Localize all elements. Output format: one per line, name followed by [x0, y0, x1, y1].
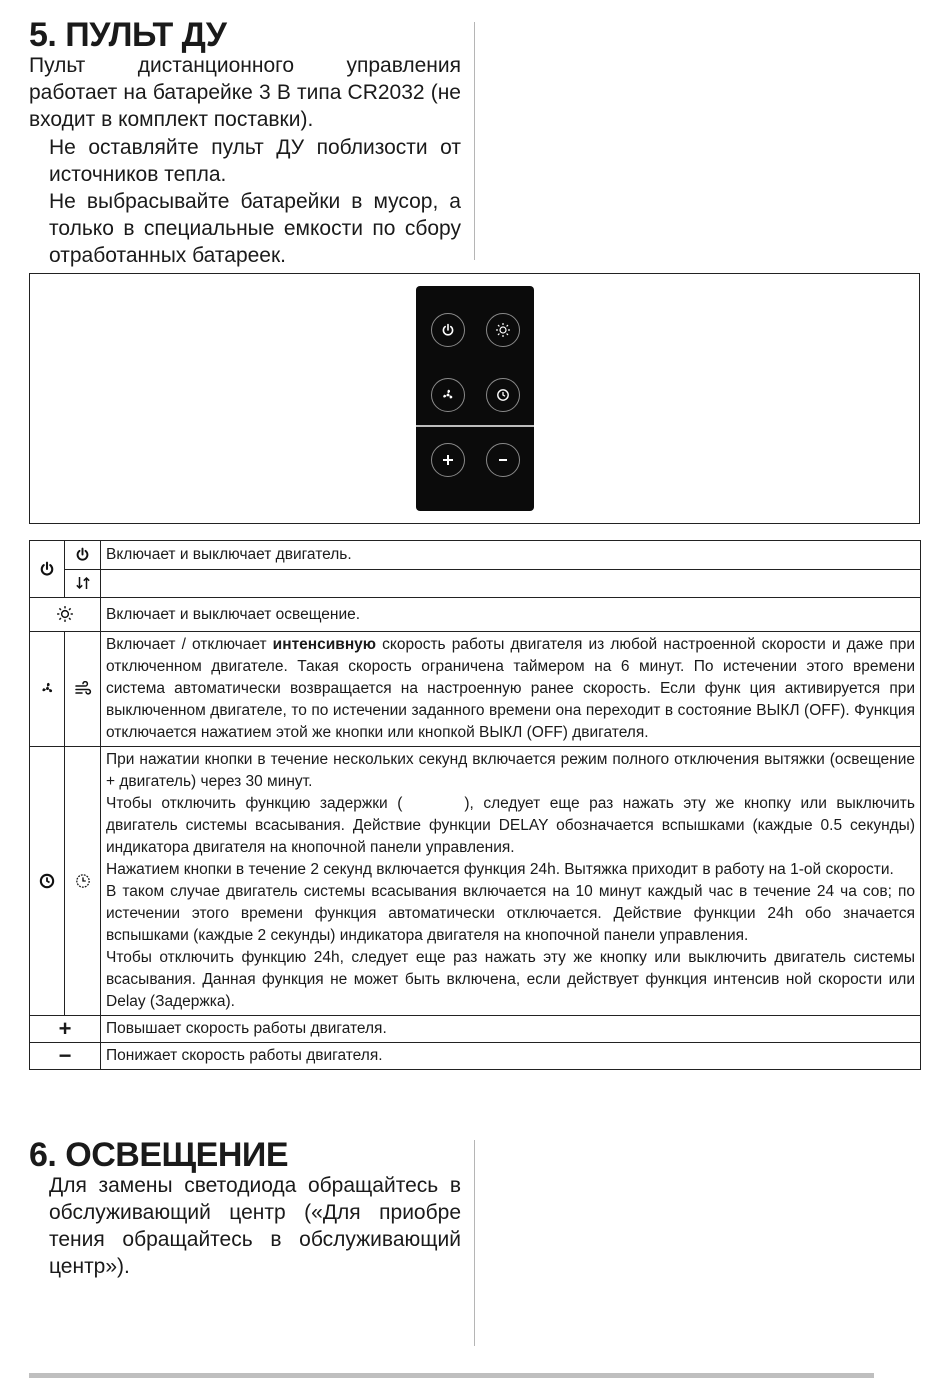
light-icon — [495, 322, 511, 338]
power-icon — [39, 561, 55, 577]
power-description: Включает и выключает двигатель. — [101, 541, 921, 570]
power-icon — [441, 323, 455, 337]
section-5-intro: Пульт дистанционного управления работает на батарейке 3 В типа CR2032 (не входит в комплект поставки). — [29, 54, 461, 131]
fan-icon — [39, 680, 56, 697]
table-row-timer — [30, 747, 921, 1016]
remote-fan-button[interactable] — [431, 378, 465, 412]
table-row-minus — [30, 1043, 921, 1070]
delay-text-end: ), следует еще раз нажать эту же кнопку или выключить двигатель системы всасывания. Действие функции DELAY обозначается вспышками (каждые 0.5 секунды) индикатора двигателя на кнопочной панели управления. — [106, 795, 915, 856]
remote-light-button[interactable] — [486, 313, 520, 347]
light-description: Включает и выключает освещение. — [101, 598, 921, 632]
column-divider — [474, 22, 475, 260]
timer-paragraph-2 — [106, 793, 915, 859]
remote-plus-button[interactable] — [431, 443, 465, 477]
fan-icon — [440, 387, 456, 403]
table-row-power-sub — [30, 569, 921, 598]
timer-icon — [496, 388, 510, 402]
power-sub-description — [101, 569, 921, 598]
delay-text-start: Чтобы отключить функцию задержки ( — [106, 795, 403, 812]
intensive-text-start: Включает / отключает — [106, 636, 273, 653]
plus-description: Повышает скорость работы двигателя. — [101, 1016, 921, 1043]
minus-symbol: − — [30, 1043, 101, 1070]
timer-paragraph-5: Чтобы отключить функцию 24h, следует еще раз нажать эту же кнопку или выключить двигатель системы всасывания. Данная функция не может быть включена, если действует функция интенсив ной скорости или Delay (Задержка). — [106, 949, 915, 1010]
clock-icon — [75, 873, 91, 889]
swap-arrows-icon — [75, 576, 91, 590]
timer-description — [101, 747, 921, 1016]
wind-icon — [74, 681, 92, 697]
remote-divider-line — [416, 425, 534, 427]
timer-paragraph-1: При нажатии кнопки в течение нескольких секунд включается режим полного отключения вытяжки (освещение + двигатель) через 30 минут. — [106, 751, 915, 790]
minus-description: Понижает скорость работы двигателя. — [101, 1043, 921, 1070]
intensive-description — [101, 632, 921, 747]
section-6-body: Для замены светодиода обращайтесь в обслуживающий центр («Для приобре тения обращайтесь в обслуживающий центр»). — [49, 1174, 461, 1278]
plus-symbol: + — [30, 1016, 101, 1043]
minus-icon — [496, 453, 510, 467]
table-row-plus — [30, 1016, 921, 1043]
remote-timer-button[interactable] — [486, 378, 520, 412]
heat-warning: Не оставляйте пульт ДУ поблизости от источников тепла. — [49, 136, 461, 186]
footer-bar — [29, 1373, 874, 1378]
battery-disposal-warning: Не выбрасывайте батарейки в мусор, а только в специальные емкости по сбору отработанных батареек. — [49, 190, 461, 267]
section-6-title: 6. ОСВЕЩЕНИЕ — [29, 1136, 289, 1174]
table-row-power — [30, 541, 921, 570]
intensive-emphasis: интенсивную — [272, 636, 377, 653]
timer-paragraph-4: В таком случае двигатель системы всасывания включается на 10 минут каждый час в течение 24 ча сов; по истечении этого времени функция автоматически отключается. Действие функции 24h обо значается вспышками (каждые 2 секунды) индикатора двигателя на кнопочной панели управления. — [106, 883, 915, 944]
section-5-title: 5. ПУЛЬТ ДУ — [29, 16, 227, 54]
table-row-intensive — [30, 632, 921, 747]
plus-icon — [441, 453, 455, 467]
remote-functions-table — [29, 540, 921, 1070]
timer-icon — [39, 873, 55, 889]
light-icon — [56, 605, 74, 623]
remote-minus-button[interactable] — [486, 443, 520, 477]
intensive-text-end: скорость работы двигателя из любой настроенной скорости и даже при отключенном двигателе. Такая скорость ограничена таймером на 6 минут. По истечении этого времени система автоматически возвращается на настроенную ранее скорость. Если функ ция активируется при выключенном двигателе, то по истечении заданного времени она переходит в состояние ВЫКЛ (OFF). Функция отключается нажатием этой же кнопки или кнопкой ВЫКЛ (OFF) двигателя. — [106, 636, 915, 741]
remote-power-button[interactable] — [431, 313, 465, 347]
table-row-light — [30, 598, 921, 632]
remote-control — [416, 286, 534, 511]
timer-paragraph-3: Нажатием кнопки в течение 2 секунд включается функция 24h. Вытяжка приходит в работу на 1-ой скорости. — [106, 861, 894, 878]
power-icon — [75, 547, 90, 562]
column-divider-bottom — [474, 1140, 475, 1346]
